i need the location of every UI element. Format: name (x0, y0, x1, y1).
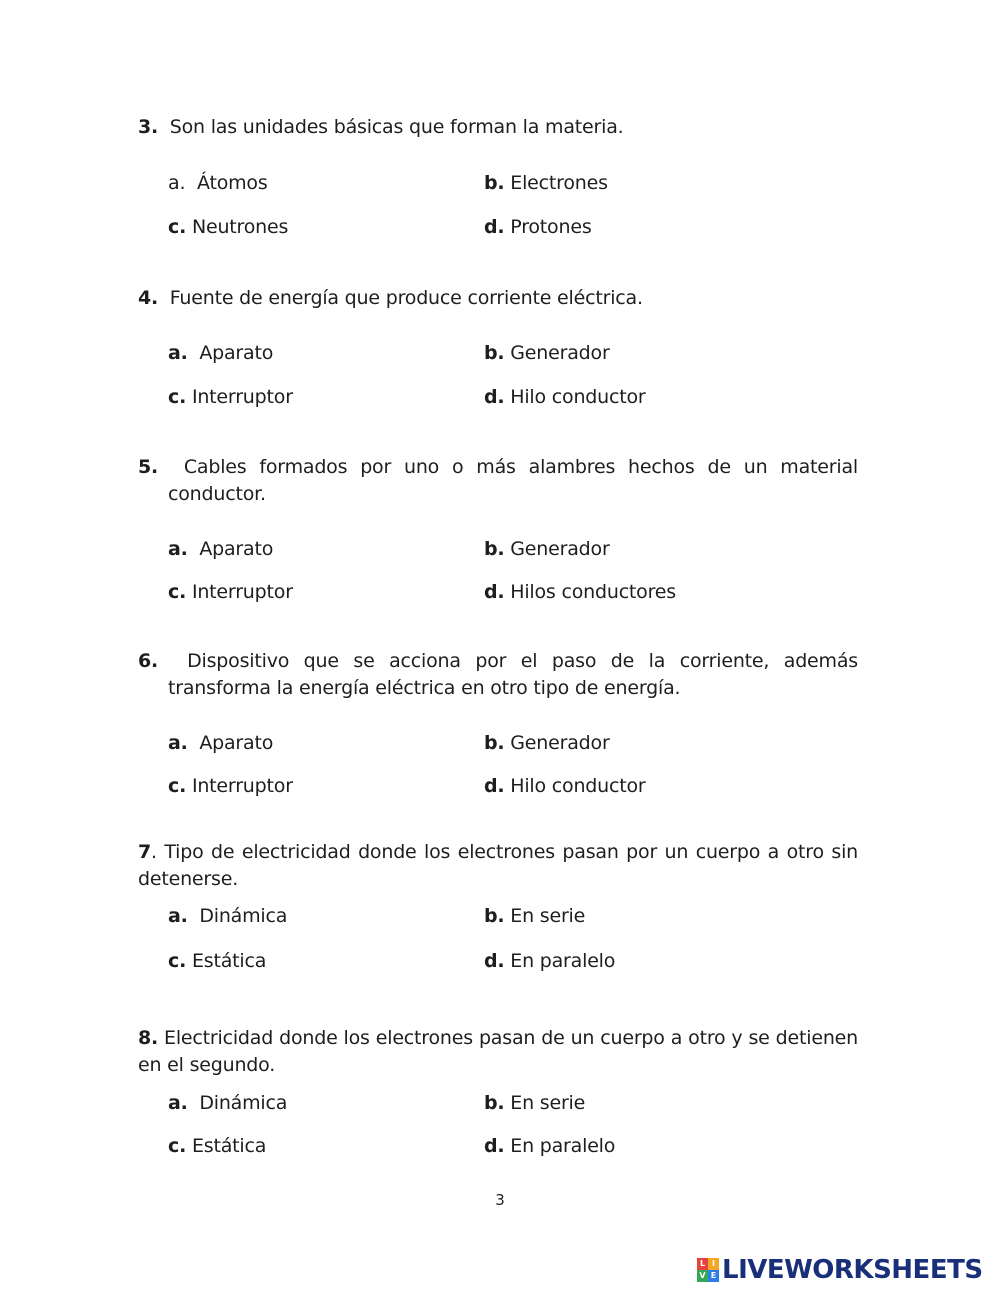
brand-name: LIVEWORKSHEETS (722, 1255, 983, 1285)
question-text: . Tipo de electricidad donde los electrones pasan por un cuerpo a otro sin detenerse. (138, 841, 858, 890)
option-c (168, 579, 293, 605)
option-letter: a. (168, 732, 188, 754)
question-4 (138, 285, 858, 312)
page-number: 3 (495, 1191, 505, 1209)
option-text: Hilo conductor (510, 386, 646, 408)
option-text: Interruptor (191, 775, 293, 797)
question-5 (138, 454, 858, 508)
option-letter: d. (484, 775, 505, 797)
option-c (168, 1133, 266, 1159)
option-text: Protones (510, 216, 592, 238)
option-letter: d. (484, 950, 505, 972)
option-a (168, 536, 273, 562)
option-text: Interruptor (191, 581, 293, 603)
option-c (168, 773, 293, 799)
option-text: En serie (510, 1092, 586, 1114)
option-letter: d. (484, 216, 505, 238)
option-b (484, 340, 610, 366)
option-a (168, 170, 268, 196)
option-a (168, 340, 273, 366)
option-letter: b. (484, 342, 505, 364)
option-d (484, 579, 676, 605)
option-letter: a. (168, 1092, 188, 1114)
option-text: Átomos (196, 172, 268, 194)
question-text: Son las unidades básicas que forman la materia. (169, 116, 624, 138)
option-letter: c. (168, 216, 187, 238)
option-text: Interruptor (191, 386, 293, 408)
option-text: En paralelo (510, 950, 616, 972)
option-b (484, 730, 610, 756)
option-letter: a. (168, 342, 188, 364)
option-letter: d. (484, 581, 505, 603)
question-number: 7 (138, 841, 152, 863)
option-letter: b. (484, 905, 505, 927)
option-text: Hilos conductores (510, 581, 676, 603)
option-text: Aparato (199, 342, 274, 364)
option-a (168, 730, 273, 756)
option-letter: c. (168, 1135, 187, 1157)
option-letter: c. (168, 950, 187, 972)
live-blocks-icon (697, 1258, 719, 1282)
question-text: Electricidad donde los electrones pasan de un cuerpo a otro y se detienen en el segundo. (138, 1027, 858, 1076)
option-text: Dinámica (199, 1092, 288, 1114)
option-letter: c. (168, 581, 187, 603)
option-d (484, 384, 646, 410)
question-text: Dispositivo que se acciona por el paso de la corriente, además transforma la energía eléctrica en otro tipo de energía. (168, 650, 859, 699)
live-block-i: I (708, 1258, 719, 1270)
option-letter: c. (168, 386, 187, 408)
option-text: Generador (510, 538, 610, 560)
option-letter: b. (484, 538, 505, 560)
live-block-e: E (708, 1270, 719, 1282)
option-letter: b. (484, 172, 505, 194)
option-text: Electrones (510, 172, 608, 194)
option-a (168, 903, 287, 929)
option-c (168, 214, 288, 240)
option-letter: a. (168, 538, 188, 560)
question-3 (138, 114, 858, 141)
option-text: En paralelo (510, 1135, 616, 1157)
question-number: 3. (138, 116, 159, 138)
live-block-l: L (697, 1258, 708, 1270)
option-d (484, 773, 646, 799)
question-number: 5. (138, 456, 159, 478)
option-text: En serie (510, 905, 586, 927)
option-d (484, 214, 592, 240)
option-b (484, 536, 610, 562)
option-letter: a. (168, 905, 188, 927)
option-letter: b. (484, 1092, 505, 1114)
option-b (484, 1090, 585, 1116)
liveworksheets-logo[interactable] (697, 1255, 983, 1285)
option-text: Generador (510, 732, 610, 754)
option-b (484, 170, 608, 196)
option-d (484, 948, 615, 974)
option-d (484, 1133, 615, 1159)
option-text: Estática (191, 1135, 267, 1157)
option-letter: d. (484, 386, 505, 408)
live-block-v: V (697, 1270, 708, 1282)
option-text: Estática (191, 950, 267, 972)
option-letter: d. (484, 1135, 505, 1157)
option-text: Hilo conductor (510, 775, 646, 797)
question-number: 4. (138, 287, 159, 309)
option-text: Dinámica (199, 905, 288, 927)
question-6 (138, 648, 858, 702)
option-letter: a. (168, 172, 186, 194)
question-8 (138, 1025, 858, 1079)
option-c (168, 948, 266, 974)
option-letter: c. (168, 775, 187, 797)
option-b (484, 903, 585, 929)
option-text: Aparato (199, 732, 274, 754)
question-text: Fuente de energía que produce corriente eléctrica. (169, 287, 643, 309)
question-number: 6. (138, 650, 159, 672)
option-a (168, 1090, 287, 1116)
question-7 (138, 839, 858, 893)
question-text: Cables formados por uno o más alambres hechos de un material conductor. (168, 456, 858, 505)
option-c (168, 384, 293, 410)
option-text: Generador (510, 342, 610, 364)
option-text: Aparato (199, 538, 274, 560)
option-text: Neutrones (191, 216, 289, 238)
option-letter: b. (484, 732, 505, 754)
question-number: 8. (138, 1027, 159, 1049)
